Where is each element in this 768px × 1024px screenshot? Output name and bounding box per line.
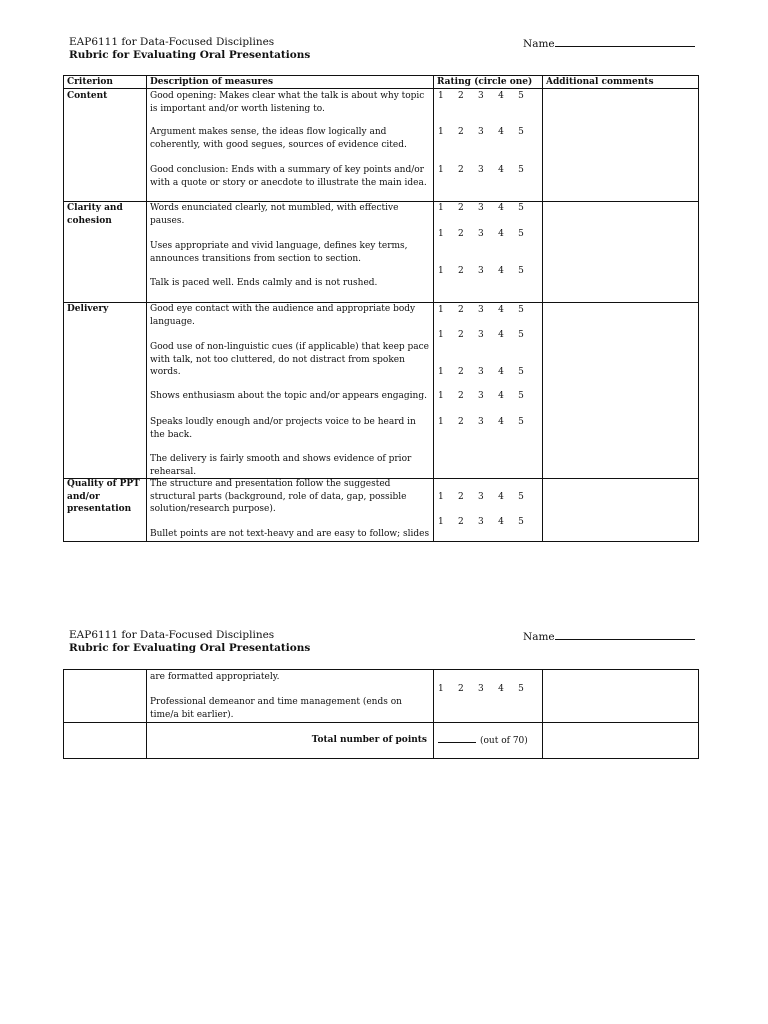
rating-scale-clarity-1[interactable]: 1 2 3 4 5	[438, 203, 524, 213]
name-field[interactable]	[523, 36, 695, 50]
desc-clarity-2: Uses appropriate and vivid language, defines key terms, announces transitions from section to section.	[150, 241, 408, 264]
rating-scale-clarity-2[interactable]: 1 2 3 4 5	[438, 229, 524, 239]
desc-delivery-3: Shows enthusiasm about the topic and/or appears engaging.	[150, 391, 427, 401]
description-header: Description of measures	[150, 77, 274, 87]
desc-quality-1: The structure and presentation follow the suggested structural parts (background, role of data, gap, possible solution/research purpose).	[150, 479, 407, 514]
desc-delivery-5: The delivery is fairly smooth and shows evidence of prior rehearsal.	[150, 454, 412, 477]
rating-scale-clarity-3[interactable]: 1 2 3 4 5	[438, 266, 524, 276]
course-title: EAP6111 for Data-Focused Disciplines	[69, 36, 275, 48]
desc-delivery-2: Good use of non-linguistic cues (if applicable) that keep pace with talk, not too cluttered, do not distract from spoken words.	[150, 342, 430, 377]
desc-content-2: Argument makes sense, the ideas flow logically and coherently, with good segues, sources of evidence cited.	[150, 127, 407, 150]
comments-header: Additional comments	[546, 77, 654, 87]
desc-content-3: Good conclusion: Ends with a summary of key points and/or with a quote or story or anecdote to illustrate the main idea.	[150, 165, 427, 188]
rating-scale-delivery-4[interactable]: 1 2 3 4 5	[438, 391, 524, 401]
total-blank-line	[438, 734, 476, 743]
criterion-header: Criterion	[67, 77, 113, 87]
rating-scale-quality-1[interactable]: 1 2 3 4 5	[438, 492, 524, 502]
rating-scale-quality-2[interactable]: 1 2 3 4 5	[438, 517, 524, 527]
rubric-title: Rubric for Evaluating Oral Presentations	[69, 49, 311, 61]
criterion-clarity: Clarity and cohesion	[67, 203, 123, 226]
name-blank-line	[555, 629, 695, 640]
course-title: EAP6111 for Data-Focused Disciplines	[69, 629, 275, 641]
name-label: Name	[523, 38, 555, 50]
desc-delivery-4: Speaks loudly enough and/or projects voice to be heard in the back.	[150, 417, 416, 440]
rating-scale-content-3[interactable]: 1 2 3 4 5	[438, 165, 524, 175]
desc-quality-2: Bullet points are not text-heavy and are easy to follow; slides	[150, 529, 430, 539]
criterion-quality: Quality of PPT and/or presentation	[67, 479, 140, 514]
desc-clarity-3: Talk is paced well. Ends calmly and is not rushed.	[150, 278, 378, 288]
desc-clarity-1: Words enunciated clearly, not mumbled, with effective pauses.	[150, 203, 399, 226]
total-out-of: (out of 70)	[480, 736, 528, 746]
rating-scale-delivery-5[interactable]: 1 2 3 4 5	[438, 417, 524, 427]
desc-delivery-1: Good eye contact with the audience and appropriate body language.	[150, 304, 416, 327]
name-blank-line	[555, 36, 695, 47]
rating-header: Rating (circle one)	[437, 77, 533, 87]
rating-scale-content-1[interactable]: 1 2 3 4 5	[438, 91, 524, 101]
total-label: Total number of points	[311, 735, 427, 745]
rubric-title: Rubric for Evaluating Oral Presentations	[69, 642, 311, 654]
rating-scale-content-2[interactable]: 1 2 3 4 5	[438, 127, 524, 137]
rubric-table-continued	[63, 669, 699, 759]
rating-scale-delivery-2[interactable]: 1 2 3 4 5	[438, 330, 524, 340]
desc-quality-2-cont: are formatted appropriately.	[150, 672, 280, 682]
rubric-table	[63, 75, 699, 542]
criterion-delivery: Delivery	[67, 304, 109, 314]
rating-scale-quality-3[interactable]: 1 2 3 4 5	[438, 684, 524, 694]
desc-content-1: Good opening: Makes clear what the talk is about why topic is important and/or worth listening to.	[150, 91, 425, 114]
total-points-field[interactable]	[438, 734, 528, 748]
rating-scale-delivery-1[interactable]: 1 2 3 4 5	[438, 305, 524, 315]
name-label: Name	[523, 631, 555, 643]
rating-scale-delivery-3[interactable]: 1 2 3 4 5	[438, 367, 524, 377]
name-field[interactable]	[523, 629, 695, 643]
desc-quality-3: Professional demeanor and time management (ends on time/a bit earlier).	[150, 697, 402, 720]
criterion-content: Content	[67, 91, 108, 101]
